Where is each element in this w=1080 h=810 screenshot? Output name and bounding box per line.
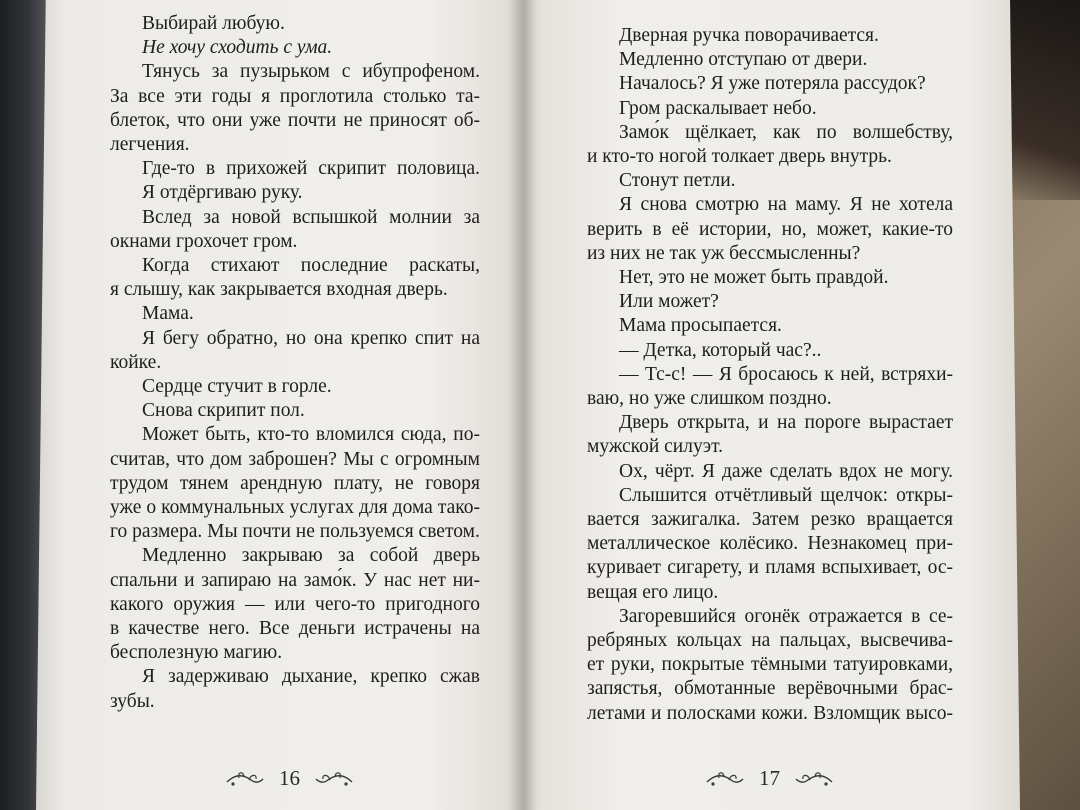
text-line: спальни и запираю на замо́к. У нас нет ни-	[110, 569, 480, 591]
text-line: металлическое колёсико. Незнакомец при-	[587, 533, 953, 555]
text-line: легчения.	[110, 134, 190, 156]
text-line: Гром раскалывает небо.	[619, 97, 817, 119]
text-line: Слышится отчётливый щелчок: откры-	[619, 484, 953, 506]
text-line: койке.	[110, 351, 162, 373]
floral-ornament-icon	[705, 768, 745, 790]
text-line: Стонут петли.	[619, 170, 736, 192]
text-line: Когда стихают последние раскаты,	[142, 255, 480, 277]
text-line: — Тс-с! — Я бросаюсь к ней, встряхи-	[619, 363, 953, 385]
text-line: верить в её истории, но, может, какие-то	[587, 218, 953, 240]
text-line: Медленно отступаю от двери.	[619, 49, 868, 71]
text-line: Дверная ручка поворачивается.	[619, 25, 879, 46]
text-line: считав, что дом заброшен? Мы с огромным	[110, 448, 480, 470]
text-line: Не хочу сходить с ума.	[142, 37, 333, 59]
text-line: Началось? Я уже потеряла рассудок?	[619, 73, 926, 95]
text-line: окнами грохочет гром.	[110, 230, 298, 252]
text-line: Где-то в прихожей скрипит половица.	[142, 158, 480, 180]
text-line: я слышу, как закрывается входная дверь.	[110, 279, 448, 301]
text-line: и кто-то ногой толкает дверь внутрь.	[587, 146, 892, 168]
text-line: Загоревшийся огонёк отражается в се-	[619, 605, 953, 627]
left-page-footer	[225, 766, 354, 791]
right-page-footer	[705, 766, 834, 791]
text-line: Я снова смотрю на маму. Я не хотела	[619, 194, 953, 216]
text-line: ет руки, покрытые тёмными татуировками,	[587, 654, 953, 676]
text-line: Медленно закрываю за собой дверь	[142, 545, 480, 567]
text-line: в качестве него. Все деньги истрачены на	[110, 618, 480, 640]
text-line: летами и полосками кожи. Взломщик высо-	[587, 702, 953, 724]
text-line: вещая его лицо.	[587, 581, 719, 603]
text-line: Мама.	[142, 303, 194, 325]
text-line: уже о коммунальных услугах для дома тако-	[110, 497, 480, 519]
text-line: — Детка, который час?..	[619, 339, 822, 361]
text-line: го размера. Мы почти не пользуемся светом.	[110, 521, 480, 543]
text-line: из них не так уж бессмысленны?	[587, 242, 861, 264]
text-line: Дверь открыта, и на пороге вырастает	[619, 412, 953, 434]
text-line: Тянусь за пузырьком с ибупрофеном.	[142, 61, 480, 83]
text-line: трудом тянем арендную плату, не говоря	[110, 472, 480, 494]
text-line: За все эти годы я проглотила столько та-	[110, 85, 480, 107]
text-line: Нет, это не может быть правдой.	[619, 267, 889, 289]
text-line: зубы.	[110, 690, 155, 712]
text-line: вается зажигалка. Затем резко вращается	[587, 509, 953, 531]
text-line: Может быть, кто-то вломился сюда, по-	[142, 424, 480, 446]
floral-ornament-icon	[314, 768, 354, 790]
right-page-text	[587, 24, 953, 726]
text-line: Я отдёргиваю руку.	[142, 182, 303, 204]
left-page-text	[110, 12, 480, 714]
text-line: Мама просыпается.	[619, 315, 782, 337]
page-number: 16	[279, 766, 300, 790]
text-line: ваю, но уже слишком поздно.	[587, 388, 832, 410]
text-line: запястья, обмотанные верёвочными брас-	[587, 678, 953, 700]
floral-ornament-icon	[794, 768, 834, 790]
text-line: какого оружия — или чего-то пригодного	[110, 593, 480, 615]
text-line: блеток, что они уже почти не приносят об-	[110, 109, 480, 131]
text-line: Я задерживаю дыхание, крепко сжав	[142, 666, 480, 688]
text-line: Вслед за новой вспышкой молнии за	[142, 206, 480, 228]
book-gutter	[510, 0, 536, 810]
floral-ornament-icon	[225, 768, 265, 790]
text-line: ребряных кольцах на пальцах, высвечива-	[587, 630, 953, 652]
text-line: мужской силуэт.	[587, 436, 724, 458]
text-line: бесполезную магию.	[110, 642, 283, 664]
text-line: куривает сигарету, и пламя вспыхивает, ос-	[587, 557, 953, 579]
text-line: Замо́к щёлкает, как по волшебству,	[619, 121, 953, 143]
text-line: Ох, чёрт. Я даже сделать вдох не могу.	[619, 460, 953, 482]
page-number: 17	[759, 766, 780, 790]
text-line: Выбирай любую.	[142, 13, 285, 34]
text-line: Или может?	[619, 291, 719, 313]
text-line: Снова скрипит пол.	[142, 400, 305, 422]
text-line: Сердце стучит в горле.	[142, 376, 332, 398]
text-line: Я бегу обратно, но она крепко спит на	[142, 327, 480, 349]
